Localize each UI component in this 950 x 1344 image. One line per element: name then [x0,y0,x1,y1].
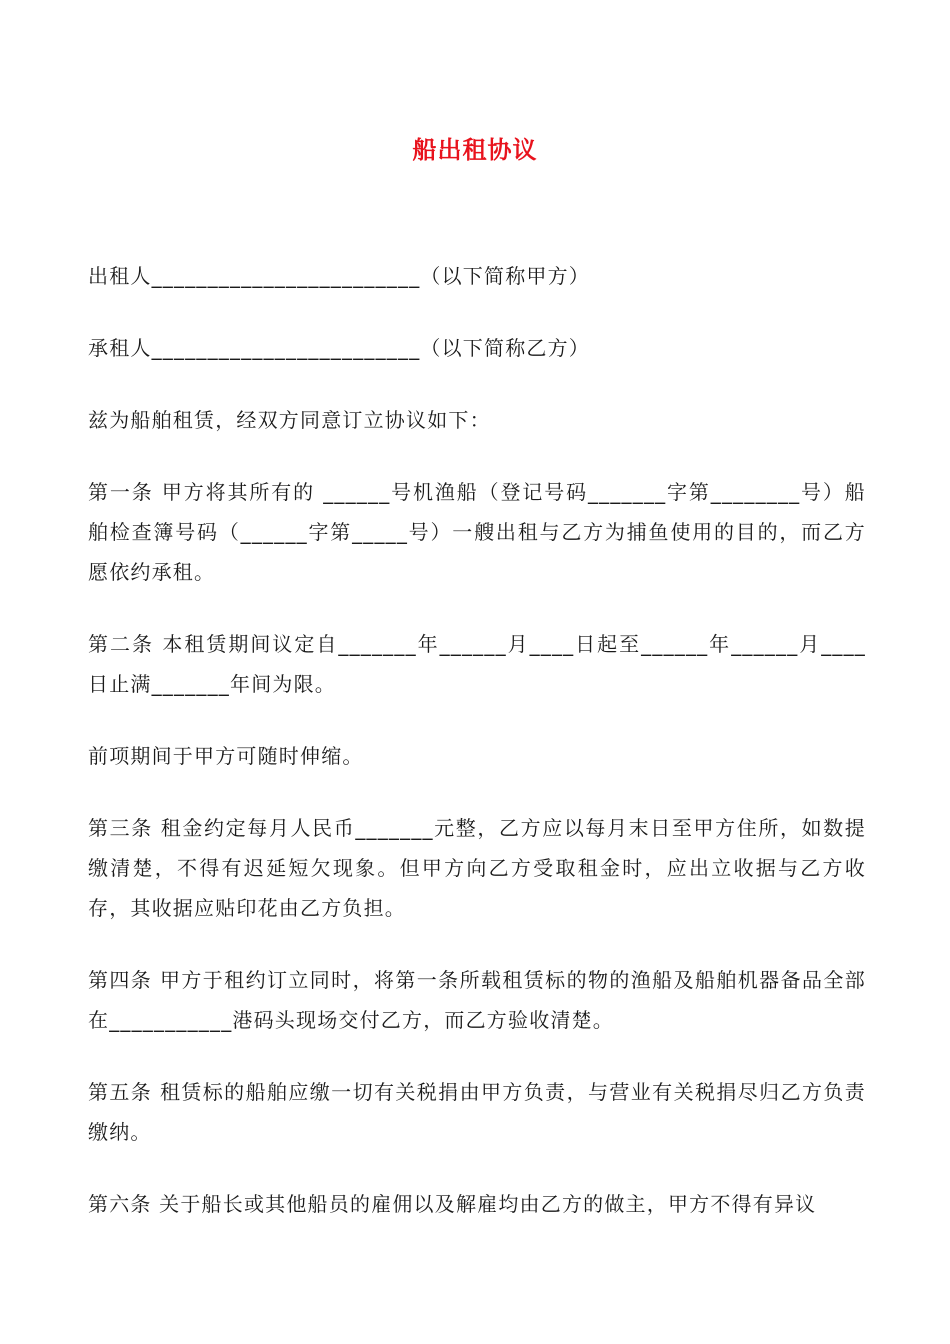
paragraph-article-5: 第五条 租赁标的船舶应缴一切有关税捐由甲方负责，与营业有关税捐尽归乙方负责缴纳。 [88,1080,866,1144]
paragraph-lessee: 承租人________________________（以下简称乙方） [88,336,590,360]
paragraph-article-3: 第三条 租金约定每月人民币_______元整，乙方应以每月末日至甲方住所，如数提缴清楚，不得有迟延短欠现象。但甲方向乙方受取租金时，应出立收据与乙方收存，其收据应贴印花由乙方负担。 [88,816,866,920]
paragraph-article-2: 第二条 本租赁期间议定自_______年______月____日起至______年______月____日止满_______年间为限。 [88,632,866,696]
paragraph-article-6: 第六条 关于船长或其他船员的雇佣以及解雇均由乙方的做主，甲方不得有异议 [88,1192,817,1216]
paragraph-article-2-note: 前项期间于甲方可随时伸缩。 [88,744,364,768]
document-title: 船出租协议 [412,136,538,164]
paragraph-lessor: 出租人________________________（以下简称甲方） [88,264,590,288]
paragraph-article-1: 第一条 甲方将其所有的 ______号机渔船（登记号码_______字第________号）船舶检查簿号码（______字第_____号）一艘出租与乙方为捕鱼使用的目的，而乙方愿依约承租。 [88,480,866,584]
paragraph-article-4: 第四条 甲方于租约订立同时，将第一条所载租赁标的物的渔船及船舶机器备品全部在___________港码头现场交付乙方，而乙方验收清楚。 [88,968,866,1032]
paragraph-preamble: 兹为船舶租赁，经双方同意订立协议如下： [88,408,491,432]
document-body [88,256,866,1256]
